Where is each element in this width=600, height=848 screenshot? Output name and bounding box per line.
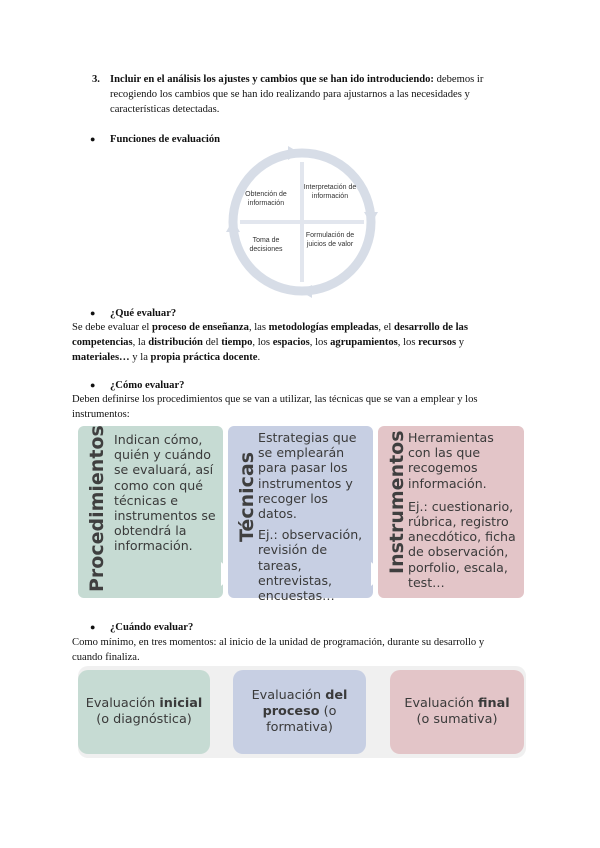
- procedimientos-box: [78, 426, 223, 598]
- quadrant-top-left: Obtención de información: [245, 191, 287, 207]
- item3-line2: recogiendo los cambios que se han ido realizando para ajustarnos a las necesidades y: [110, 89, 470, 100]
- tecnicas-text: Estrategias que se emplearán para pasar los instrumentos y recoger los datos. Ej.: observación, revisión de tareas, entrevistas, encuestas…: [258, 430, 363, 604]
- que-line1: Se debe evaluar el proceso de enseñanza, las metodologías empleadas, el desarrollo de las: [72, 322, 468, 333]
- instrumentos-box: [378, 426, 524, 598]
- cuando-title: ¿Cuándo evaluar?: [110, 622, 194, 633]
- evaluation-cycle-diagram: [216, 146, 388, 298]
- item3-line1: [110, 72, 483, 87]
- funciones-title: Funciones de evaluación: [110, 134, 221, 145]
- item3-bold: Incluir en el análisis los ajustes y cambios que se han ido introduciendo:: [110, 74, 434, 85]
- que-line3: materiales… y la propia práctica docente.: [72, 352, 261, 363]
- item3-number: 3.: [92, 74, 100, 85]
- tecnicas-box: [228, 426, 373, 604]
- procedimientos-text: Indican cómo, quién y cuándo se evaluará, así como con qué técnicas e instrumentos se obtendrá la información.: [114, 432, 216, 554]
- evaluacion-proceso-box: Evaluación del proceso (o formativa): [233, 670, 366, 754]
- como-title: ¿Cómo evaluar?: [110, 380, 185, 391]
- cuando-line2: cuando finaliza.: [72, 652, 140, 663]
- cycle-arrow-right-icon: [364, 212, 378, 224]
- tecnicas-title: Técnicas: [236, 451, 258, 542]
- bullet-icon: ●: [90, 380, 96, 390]
- cycle-arrow-left-icon: [226, 220, 240, 232]
- quadrant-bottom-right: Formulación de juicios de valor: [305, 232, 355, 248]
- instrumentos-title: Instrumentos: [386, 430, 408, 574]
- bullet-icon: ●: [90, 134, 96, 144]
- procedimientos-title: Procedimientos: [86, 425, 108, 592]
- bullet-icon: ●: [90, 622, 96, 632]
- evaluacion-inicial-box: Evaluación inicial (o diagnóstica): [78, 670, 210, 754]
- cuando-line1: Como mínimo, en tres momentos: al inicio de la unidad de programación, durante su desarrollo y: [72, 637, 485, 648]
- quadrant-top-right: Interpretación de información: [303, 184, 357, 200]
- como-line2: instrumentos:: [72, 409, 130, 420]
- quadrant-bottom-left: Toma de decisiones: [249, 237, 283, 253]
- item3-line3: características detectadas.: [110, 104, 220, 115]
- instrumentos-text: Herramientas con las que recogemos información. Ej.: cuestionario, rúbrica, registro anecdótico, ficha de observación, porfolio, escala, test…: [408, 430, 516, 590]
- bullet-icon: ●: [90, 308, 96, 318]
- cycle-ring: [216, 146, 388, 298]
- evaluacion-final-box: Evaluación final (o sumativa): [390, 670, 524, 754]
- item3-line1-rest: debemos ir: [433, 74, 484, 85]
- que-line2: competencias, la distribución del tiempo, los espacios, los agrupamientos, los recursos y: [72, 337, 465, 348]
- que-title: ¿Qué evaluar?: [110, 308, 177, 319]
- como-line1: Deben definirse los procedimientos que se van a utilizar, las técnicas que se van a emplear y los: [72, 394, 478, 405]
